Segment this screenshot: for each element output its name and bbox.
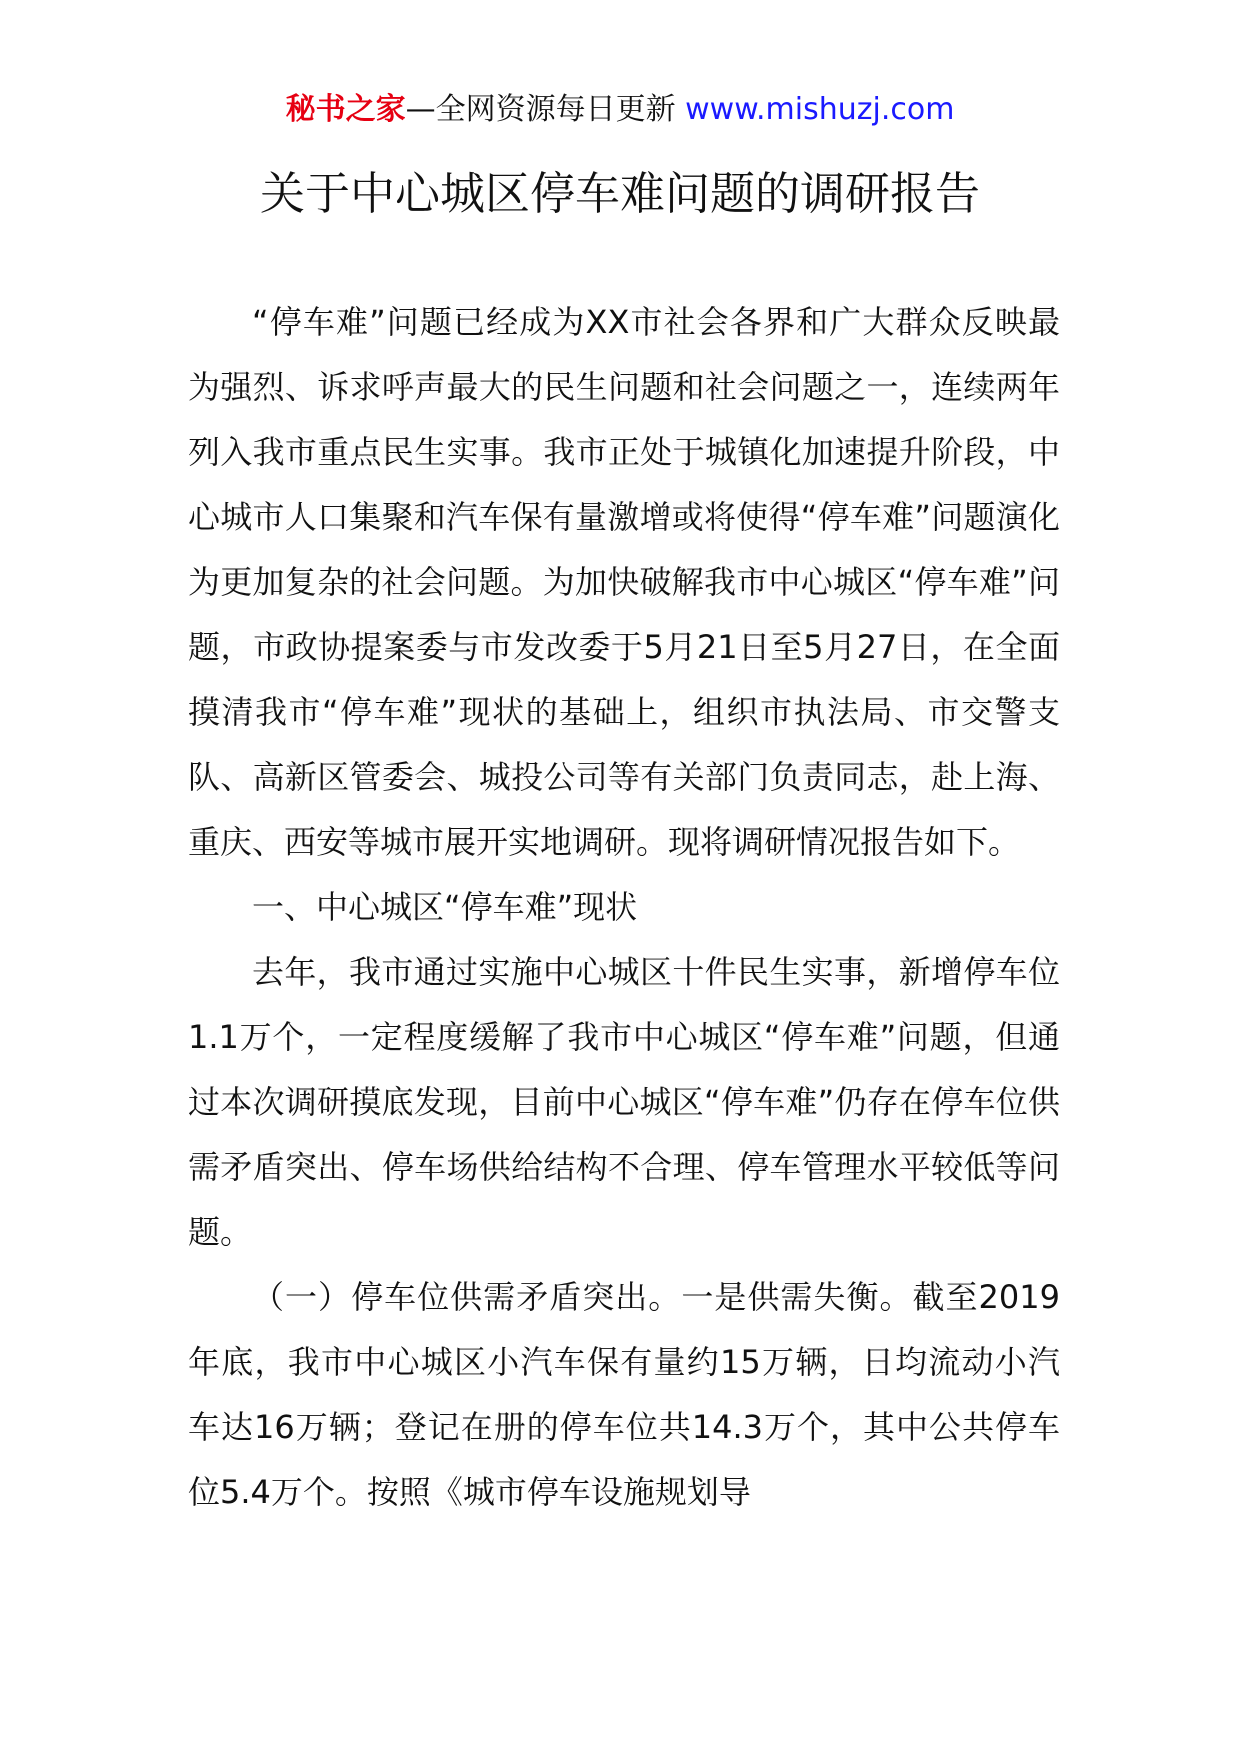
site-header — [0, 88, 1240, 132]
document-body — [188, 290, 1060, 1525]
document-title: 关于中心城区停车难问题的调研报告 — [259, 167, 980, 220]
subsection-paragraph: （一）停车位供需矛盾突出。一是供需失衡。截至2019年底，我市中心城区小汽车保有量约15万辆，日均流动小汽车达16万辆；登记在册的停车位共14.3万个，其中公共停车位5.4万个。按照《城市停车设施规划导 — [188, 1278, 1060, 1511]
status-paragraph: 去年，我市通过实施中心城区十件民生实事，新增停车位1.1万个，一定程度缓解了我市中心城区“停车难”问题，但通过本次调研摸底发现，目前中心城区“停车难”仍存在停车位供需矛盾突出、停车场供给结构不合理、停车管理水平较低等问题。 — [188, 953, 1060, 1251]
site-url-link[interactable]: www.mishuzj.com — [685, 92, 955, 127]
section-heading: 一、中心城区“停车难”现状 — [252, 888, 638, 926]
site-brand: 秘书之家 — [285, 92, 406, 127]
intro-paragraph: “停车难”问题已经成为XX市社会各界和广大群众反映最为强烈、诉求呼声最大的民生问题和社会问题之一，连续两年列入我市重点民生实事。我市正处于城镇化加速提升阶段，中心城市人口集聚和汽车保有量激增或将使得“停车难”问题演化为更加复杂的社会问题。为加快破解我市中心城区“停车难”问题，市政协提案委与市发改委于5月21日至5月27日，在全面摸清我市“停车难”现状的基础上，组织市执法局、市交警支队、高新区管委会、城投公司等有关部门负责同志，赴上海、重庆、西安等城市展开实地调研。现将调研情况报告如下。 — [188, 303, 1060, 861]
site-tagline: —全网资源每日更新 — [405, 92, 676, 127]
